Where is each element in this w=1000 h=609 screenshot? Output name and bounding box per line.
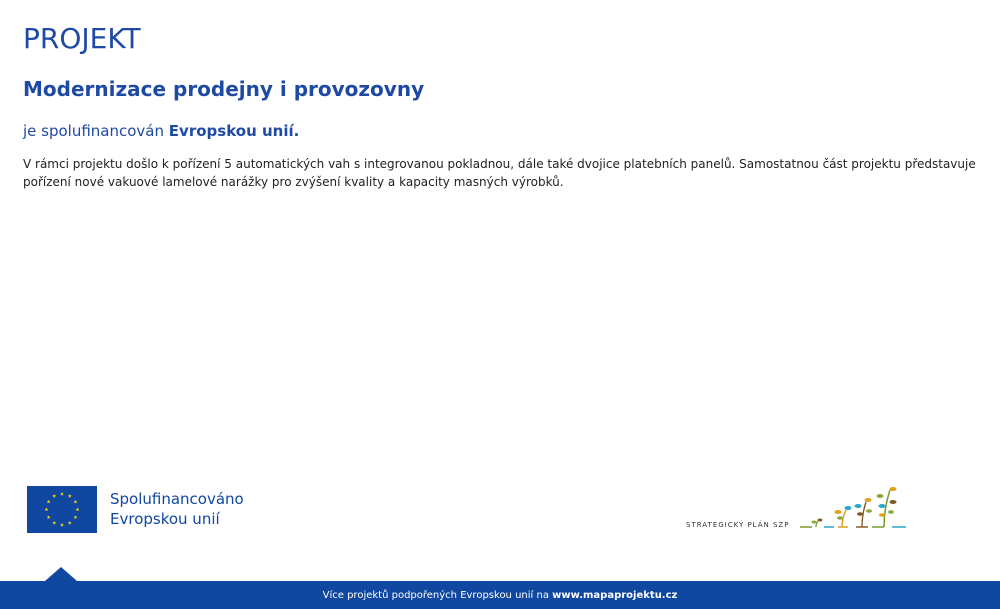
eu-star	[76, 507, 80, 511]
eu-star	[52, 493, 56, 497]
eu-star	[47, 499, 51, 503]
project-title: Modernizace prodejny i provozovny	[23, 77, 425, 101]
eu-cofinanced-logo	[27, 485, 244, 533]
sprouts-icon	[798, 484, 916, 532]
eu-star	[47, 515, 51, 519]
footer-notch	[45, 567, 77, 581]
footer-bar	[0, 581, 1000, 609]
eu-logo-line2: Evropskou unií	[110, 510, 220, 528]
page-label: PROJEKT	[23, 22, 141, 55]
szp-logo-text: STRATEGICKÝ PLÁN SZP	[686, 521, 790, 529]
cofinanced-line	[23, 121, 299, 141]
eu-stars-circle	[27, 486, 97, 533]
eu-star	[45, 507, 49, 511]
szp-logo	[686, 484, 926, 534]
eu-star	[52, 520, 56, 524]
eu-star	[68, 520, 72, 524]
eu-star	[68, 493, 72, 497]
eu-logo-text	[110, 489, 244, 529]
footer-text	[323, 590, 678, 601]
project-description: V rámci projektu došlo k pořízení 5 automatických vah s integrovanou pokladnou, dále také dvojice platebních panelů. Samostatnou část projektu představuje pořízení nové vakuové lamelové narážky pro zvýšení kvality a kapacity masných výrobků.	[23, 157, 976, 189]
eu-logo-line1: Spolufinancováno	[110, 490, 244, 508]
eu-star	[60, 522, 64, 526]
eu-flag-icon	[27, 486, 97, 533]
eu-star	[60, 491, 64, 495]
footer-link[interactable]: www.mapaprojektu.cz	[552, 589, 678, 601]
eu-star	[73, 499, 77, 503]
footer-prefix: Více projektů podpořených Evropskou unií na	[322, 589, 549, 601]
cofinanced-bold: Evropskou unií.	[168, 122, 300, 140]
eu-star	[73, 515, 77, 519]
cofinanced-prefix: je spolufinancován	[23, 122, 165, 140]
